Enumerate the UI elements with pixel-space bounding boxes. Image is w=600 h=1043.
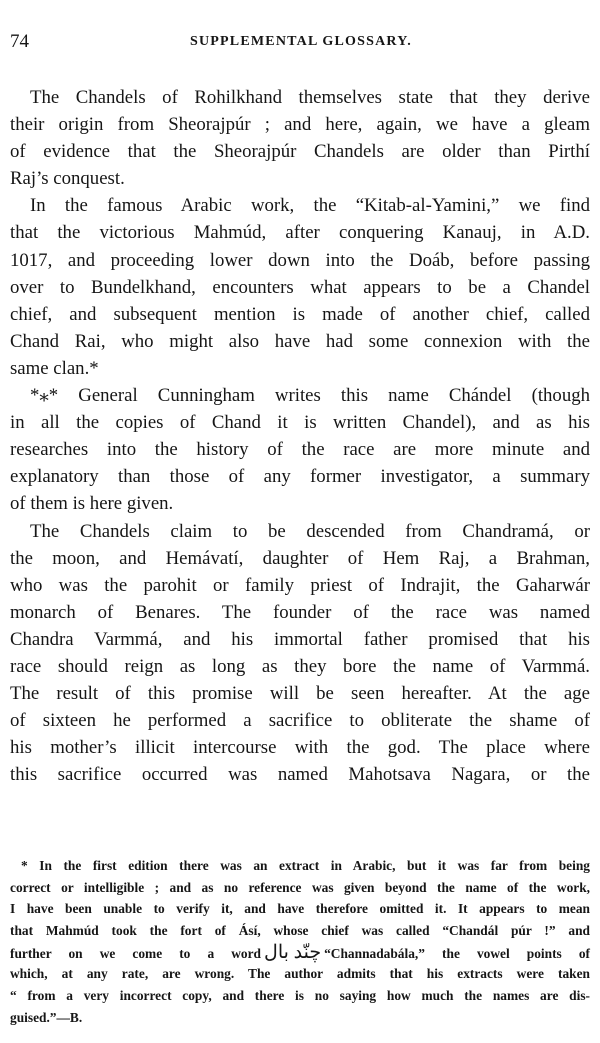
text-line: explanatory than those of any former investigator, a summary [10,466,590,488]
text-line: his mother’s illicit intercourse with the god. The place where [10,737,590,759]
text-line: that the victorious Mahmúd, after conquering Kanauj, in A.D. [10,222,590,244]
text-line: this sacrifice occurred was named Mahotsava Nagara, or the [10,764,590,786]
footnote-line: correct or intelligible ; and as no reference was given beyond the name of the work, [10,879,590,895]
footnote-line: guised.”—B. [10,1009,83,1025]
page-number: 74 [10,31,29,52]
body-text [10,84,590,788]
text-line: over to Bundelkhand, encounters what appears to be a Chandel [10,276,590,298]
text-line: same clan.* [10,357,99,379]
footnote [10,855,590,1029]
footnote-line-end: “Channadabála,” the vowel points of [324,945,590,961]
text-line: The Chandels of Rohilkhand themselves state that they derive [30,87,590,108]
text-line: monarch of Benares. The founder of the race was named [10,601,590,623]
text-line: in all the copies of Chand it is written Chandel), and as his [10,412,590,434]
text-line: *⁎* General Cunningham writes this name Chándel (though [30,385,590,407]
running-head [10,31,592,53]
running-title: SUPPLEMENTAL GLOSSARY. [190,34,412,49]
text-line: Chandra Varmmá, and his immortal father promised that his [10,628,590,650]
text-line: The Chandels claim to be descended from Chandramá, or [30,520,590,542]
text-line: who was the parohit or family priest of Indrajit, the Gaharwár [10,574,590,596]
footnote-line: that Mahmúd took the fort of Ásí, whose chief was called “Chandál púr !” and [10,923,590,939]
text-line: of sixteen he performed a sacrifice to obliterate the shame of [10,710,590,732]
text-line: chief, and subsequent mention is made of another chief, called [10,303,590,325]
arabic-word: چنّد بال [264,941,322,963]
footnote-line: * In the first edition there was an extract in Arabic, but it was far from being [21,858,590,873]
footnote-line: which, at any rate, are wrong. The author admits that his extracts were taken [10,966,590,982]
text-line: researches into the history of the race are more minute and [10,439,590,461]
text-line: of evidence that the Sheorajpúr Chandels are older than Pirthí [10,141,590,163]
text-line: race should reign as long as they bore the name of Varmmá. [10,655,590,677]
footnote-line: “ from a very incorrect copy, and there is no saying how much the names are dis- [10,988,590,1004]
text-line: The result of this promise will be seen hereafter. At the age [10,683,590,705]
text-line: 1017, and proceeding lower down into the Doáb, before passing [10,249,590,271]
footnote-line: I have been unable to verify it, and have therefore omitted it. It appears to mean [10,901,590,917]
text-line: Raj’s conquest. [10,168,125,190]
text-line: In the famous Arabic work, the “Kitab-al-Yamini,” we find [30,195,590,217]
footnote-line [10,942,590,964]
text-line: the moon, and Hemávatí, daughter of Hem Raj, a Brahman, [10,547,590,569]
text-line: their origin from Sheorajpúr ; and here, again, we have a gleam [10,114,590,136]
text-line: of them is here given. [10,493,174,515]
footnote-line-start: further on we come to a word [10,945,262,961]
text-line: Chand Rai, who might also have had some connexion with the [10,330,590,352]
